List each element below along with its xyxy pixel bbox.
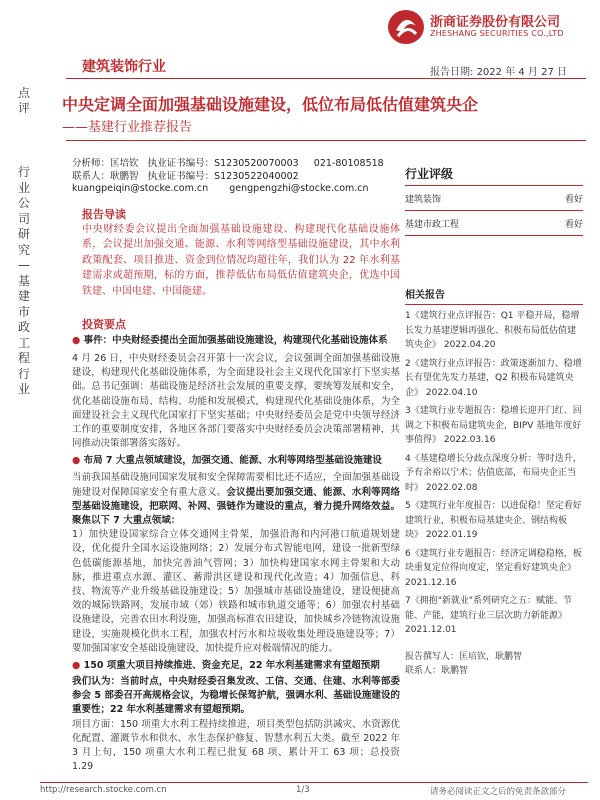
bullet-icon: ● (72, 455, 81, 467)
related-date: 2022.02.08 (425, 482, 478, 493)
industry-name: 建筑装饰行业 (82, 59, 166, 75)
related-date: 2022.03.16 (443, 435, 496, 445)
company-name-cn: 浙商证券股份有限公司 (430, 15, 561, 30)
rating-heading: 行业评级 (405, 165, 583, 186)
title-divider (66, 140, 586, 141)
company-logo-mark (388, 10, 424, 44)
report-type-vertical: 点评 (18, 86, 31, 115)
industry-tag-vertical: 行业公司研究—基建市政工程行业 (18, 165, 31, 396)
guide-heading: 报告导读 (82, 208, 126, 221)
sidebar (405, 165, 583, 678)
footer-disclaimer: 请务必阅读正文之后的免责条款部分 (430, 787, 567, 797)
analyst-phone: 021-80108518 (313, 158, 384, 169)
related-heading: 相关报告 (405, 286, 583, 305)
event-line: ● 事件：中央财经委提出全面加强基础设施建设，构建现代化基础设施体系 (72, 335, 388, 346)
related-date: 2022.04.10 (425, 387, 478, 398)
event-paragraph: 4 月 26 日，中央财经委员会召开第十一次会议，会议强调全面加强基础设施建设，构建现代化基础设施体系，为全面建设社会主义现代化国家打下坚实基础。总书记强调：基础设施是经济社会发展的重要支撑，要统筹发展和安全，优化基础设施布局、结构、功能和发展模式，构建现代化基础设施体系，为全面建设社会主义现代化国家打下坚实基础；中央财经委员会是党中央领导经济工作的重要制度安排，各地区各部门要落实中央财经委员会决策部署精神，共同推动决策部署落实落好。 (72, 353, 400, 450)
header-divider (66, 78, 586, 79)
related-item[interactable]: 3《建筑行业专题报告：稳增长迎开门红、回调之下积极布局建筑央企，BIPV 基地年度好事值得》 2022.03.16 (405, 406, 582, 445)
rating-label: 建筑装饰 (405, 195, 442, 205)
related-item[interactable]: 2《建筑行业点评报告：政策逐渐加力、稳增长有望优先发力基建，Q2 积极布局建筑央企》 2022.04.10 (405, 358, 582, 398)
related-item[interactable]: 6《建筑行业专题报告：经济定调稳稳格，板块重复定位得向度定，坚定看好建筑央企》 2021.12.16 (405, 548, 582, 588)
footer-url[interactable]: http://research.stocke.com.cn (40, 785, 167, 795)
rating-row (405, 211, 583, 236)
footer-divider (40, 782, 588, 783)
related-date: 2022.04.20 (443, 340, 496, 350)
related-item[interactable]: 7《拥抱"新就业"系列研究之五：赋能、节能、产能，建筑行业三层次助力新能源》 2021.12.01 (405, 596, 573, 635)
guide-body: 中央财经委会议提出全面加强基础设施建设、构建现代化基础设施体系，会议提出加强交通、能源、水利等网络型基础设施建设，其中水利政策配套、项目推进、资金到位情况均超往年，我们认为 22 年水利基建需求或超预期，标的方面，推荐低估布局低估值建筑央企，优选中国铁建、中国电建、中国能建。 (82, 224, 400, 297)
report-authors (405, 650, 583, 678)
points-section (72, 334, 400, 774)
related-date: 2021.12.16 (405, 577, 457, 588)
email-link[interactable]: gengpengzhi@stocke.com.cn (229, 183, 369, 194)
report-date-value: 2022 年 4 月 27 日 (476, 67, 567, 78)
rating-row (405, 186, 583, 211)
topic3-paragraph-2: 项目方面：150 项重大水利工程持续推进，项目类型包括防洪减灾、水资源优化配置、灌溉节水和供水、水生态保护修复、智慧水利五大类。截至 2022 年 3 月上旬，150 项重大水利工程已批复 68 项、累计开工 63 项；总投资 1.29 (72, 718, 400, 773)
analyst-name: 联系人：耿鹏智 (72, 170, 139, 182)
topic3-line: ● 150 项重大项目持续推进、资金充足，22 年水利基建需求有望超预期 (72, 660, 380, 672)
company-logo (388, 6, 588, 46)
related-date: 2022.01.19 (425, 530, 478, 540)
points-heading: 投资要点 (82, 318, 126, 331)
company-name-en: ZHESHANG SECURITIES CO.,LTD (430, 29, 564, 38)
related-date: 2021.12.01 (405, 625, 457, 635)
analyst-row (72, 171, 402, 184)
bullet-icon: ● (72, 335, 81, 346)
topic2-line: ● 布局 7 大重点领域建设，加强交通、能源、水利等网络型基础设施建设 (72, 455, 382, 467)
related-list (405, 309, 583, 638)
topic2-paragraph (72, 471, 400, 528)
analyst-cert: 执业证书编号：S1230522040002 (147, 170, 299, 182)
related-item[interactable]: 1《建筑行业点评报告：Q1 平稳开局，稳增长发力基建逻辑再强化、积极布局低估值建筑央企》 2022.04.20 (405, 311, 580, 350)
report-contact-line: 联系人：耿鹏智 (405, 665, 469, 676)
topic3-paragraph (72, 675, 400, 718)
rating-value: 看好 (564, 220, 583, 230)
report-date-label: 报告日期: (430, 67, 474, 78)
report-authors-line: 报告撰写人：匡培钦，耿鹏智 (405, 651, 523, 662)
report-date (430, 63, 567, 78)
topic2-list: 1）加快建设国家综合立体交通网主骨架，加强沿海和内河港口航道规划建设，优化提升全国水运设施网络；2）发展分布式智能电网，建设一批新型绿色低碳能源基地，加快完善油气管网；3）加快构建国家水网主骨架和大动脉，推进重点水源、灌区、蓄滞洪区建设和现代化改造；4）加强信息、科技、物流等产业升级基础设施建设；5）加强城市基础设施建设，建设便捷高效的城际铁路网，发展市域（郊）铁路和城市轨道交通等；6）加强农村基础设施建设，完善农田水利设施，加强高标准农田建设，加快城乡冷链物流设施建设，实施规模化供水工程，加强农村污水和垃圾收集处理设施建设等；7）要加强国家安全基础设施建设，加快提升应对极端情况的能力。 (72, 529, 400, 654)
page-number: 1/3 (296, 785, 310, 795)
report-subtitle: ——基建行业推荐报告 (62, 120, 193, 135)
rating-label: 基建市政工程 (405, 220, 460, 230)
analyst-row (72, 158, 402, 171)
report-title: 中央定调全面加强基础设施建设，低位布局低估值建筑央企 (62, 95, 479, 114)
topic2-text: 当前我国基础设施同国家发展和安全保障需要相比还不适应，全面加强基础设施建设对保障国家安全有重大意义。 (72, 472, 400, 498)
sidebar-spacer (405, 236, 583, 280)
bullet-icon: ● (72, 660, 81, 672)
analyst-name: 分析师：匡培钦 (72, 158, 139, 169)
related-item[interactable]: 4《基建稳增长分歧点深度分析：等时迭升，予有余裕以宁术；估值底部，布局央企正当时》 2022.02.08 (405, 453, 582, 493)
related-item[interactable]: 5《建筑行业年度报告：以进促稳！坚定看好建筑行业，积极布局基建央企、钢结构板块》 2022.01.19 (405, 501, 582, 540)
analyst-emails (72, 183, 402, 196)
rating-value: 看好 (564, 195, 583, 205)
email-link[interactable]: kuangpeiqin@stocke.com.cn (72, 183, 209, 194)
analyst-cert: 执业证书编号：S1230520070003 (147, 158, 299, 169)
analyst-block (72, 158, 402, 196)
topic2-bold-text: 会议提出要加强交通、能源、水利等网络型基础设施建设，把联网、补网、强链作为建设的重点，着力提升网络效益。聚焦以下 7 大重点领域： (72, 486, 400, 527)
topic3-bold-text: 我们认为：当前时点，中央财经委召集发改、工信、交通、住建、水利等部委参会 5 部委召开高规格会议，为稳增长保驾护航，强调水利、基础设施建设的重要性；22 年水利基建需求有望超预期。 (72, 676, 400, 716)
